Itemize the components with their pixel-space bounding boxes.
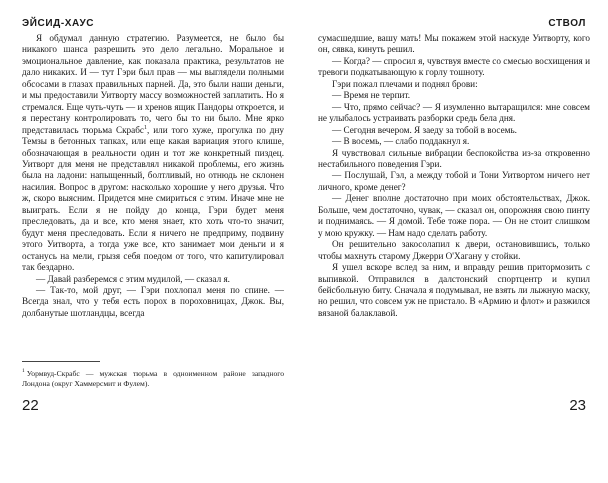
paragraph: — Время не терпит. xyxy=(332,90,411,101)
paragraph: — Так-то, мой друг, — Гэри похлопал меня по спине. — Всегда знал, что у тебя есть порох в пороховницах, Джок. Вы, долбанутые шотландцы, всегда xyxy=(22,284,284,318)
running-head-left: ЭЙСИД-ХАУС xyxy=(22,18,95,29)
left-text-column xyxy=(22,33,284,319)
footnote-rule xyxy=(22,361,100,362)
paragraph: сумасшедшие, вашу мать! Мы покажем этой наскуде Уитворту, кого он, сявка, кинуть решил. xyxy=(318,33,590,55)
paragraph: — Послушай, Гэл, а между тобой и Тони Уитвортом ничего нет личного, кроме денег? xyxy=(318,170,590,192)
running-head-right: СТВОЛ xyxy=(548,18,586,29)
paragraph-text: , или того хуже, прогулка по дну Темзы в бетонных тапках, или еще какая вариация этого клише, обозначающая в реальности один и тот же конкретный пиздец. Уитворт для меня не представлял никакой проблемы, его жизнь была на ладони: напыщенный, болтливый, но отнюдь не склонен насилия. Вопрос в другом: насколько хорошие у него друзья. Что ж, скоро выясним. Придется мне смириться с этим. Иначе мне не выиграть. Если я не пойду до конца, Гэри будет меня преследовать, да и все, кто меня знает, кто хоть что-то значит, будут меня преследовать. Если я ничего не предприму, подвину этого Уитворта, а тогда уже все, кто занимает мои деньги и я останусь на мели, грызя себя поедом от того, что капитулировал так бездарно. xyxy=(22,124,284,273)
paragraph: Я ушел вскоре вслед за ним, и вправду решив притормозить с выпивкой. Отправился в далстонский спортцентр и купил бейсбольную биту. Сначала я подумывал, не взять ли лыжную маску, но решил, что совсем уж не пристало. В «Армию и флот» и разжился вязаной балаклавой. xyxy=(318,262,590,318)
paragraph-text: Я обдумал данную стратегию. Разумеется, не было бы никакого шанса разрешить это дело легально. Моральное и эмоциональное давление, как показала практика, результатов не дало никаких. И — тут Гэри был прав — мы выглядели полными обсосами в глазах правильных парней. Да, это были наши деньги, и мы предоставили Уитворту массу возможностей заплатить. Но я стремался. Еще чуть-чуть — и хренов ящик Пандоры откроется, и я перестану контролировать то, чего бы то ни было. Мне ярко представилась тюрьма Скрабс xyxy=(22,33,284,135)
footnote-text: Уормвуд-Скрабс — мужская тюрьма в одноименном районе западного Лондона (округ Хаммерсмит и Фулем). xyxy=(22,369,284,389)
footnote xyxy=(22,369,284,389)
paragraph: — В восемь, — слабо поддакнул я. xyxy=(332,136,470,147)
paragraph: Гэри пожал плечами и поднял брови: xyxy=(332,78,478,89)
paragraph: — Когда? — спросил я, чувствуя вместе со смесью восхищения и тревоги подкатывающую к горлу тошноту. xyxy=(318,55,590,78)
paragraph: Он решительно закосолапил к двери, остановившись, только чтобы махнуть старому Джерри О'Хагану у стойки. xyxy=(318,239,590,261)
paragraph: — Что, прямо сейчас? — Я изумленно вытаращился: мне совсем не улыбалось устраивать разборки средь бела дня. xyxy=(318,101,590,124)
page-number-left: 22 xyxy=(22,397,39,414)
right-text-column xyxy=(318,33,590,319)
left-page xyxy=(0,0,300,483)
paragraph: Я чувствовал сильные вибрации беспокойства из-за откровенно нестабильного поведения Гэри. xyxy=(318,147,590,169)
paragraph: — Давай разберемся с этим мудилой, — сказал я. xyxy=(36,273,230,284)
paragraph: — Сегодня вечером. Я заеду за тобой в восемь. xyxy=(332,124,517,135)
footnote-number: 1 xyxy=(22,368,25,375)
paragraph xyxy=(22,33,284,274)
paragraph: — Денег вполне достаточно при моих обстоятельствах, Джок. Больше, чем достаточно, чувак, — сказал он, опорожняя свою пинту и поднимаясь. — Я домой. Тебе тоже пора. — Он не стоит слишком у мою кружку. — Нам надо сделать работу. xyxy=(318,193,590,238)
right-page xyxy=(308,0,608,483)
page-number-right: 23 xyxy=(569,397,586,414)
footnote-reference: 1 xyxy=(143,124,147,131)
